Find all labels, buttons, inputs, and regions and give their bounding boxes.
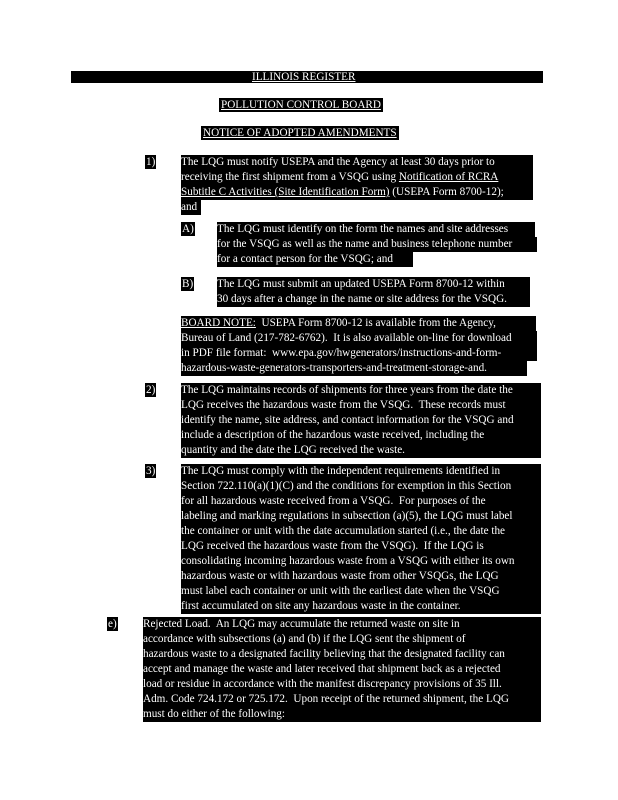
item-2-line-2: LQG receives the hazardous waste from the VSQG. These records must — [181, 398, 541, 413]
item-3-line-8: hazardous waste or with hazardous waste from other VSQGs, the LQG — [181, 569, 541, 584]
board-note-url-line-1[interactable]: in PDF file format: www.epa.gov/hwgenerators/instructions-and-form- — [181, 346, 537, 361]
item-3-line-7: consolidating incoming hazardous waste from a VSQG with either its own — [181, 554, 541, 569]
item-b-line-2: 30 days after a change in the name or site address for the VSQG. — [217, 292, 530, 307]
item-3-marker: 3) — [146, 465, 156, 477]
item-3-line-9: must label each container or unit with the earliest date when the VSQG — [181, 584, 541, 599]
item-1-marker: 1) — [146, 156, 156, 168]
item-e-marker: e) — [108, 618, 117, 630]
item-1-line-4: and — [181, 200, 201, 215]
item-2-line-4: include a description of the hazardous waste received, including the — [181, 428, 541, 443]
item-3-line-10: first accumulated on site any hazardous waste in the container. — [181, 599, 541, 614]
item-a-line-3: for a contact person for the VSQG; and — [217, 252, 413, 267]
item-3-line-1: The LQG must comply with the independent requirements identified in — [181, 464, 541, 479]
item-a-line-2: for the VSQG as well as the name and business telephone number — [217, 237, 537, 252]
item-3-line-3: for all hazardous waste received from a VSQG. For purposes of the — [181, 494, 541, 509]
item-2-line-1: The LQG maintains records of shipments for three years from the date the — [181, 383, 541, 398]
item-e-line-1: Rejected Load. An LQG may accumulate the returned waste on site in — [143, 617, 541, 632]
register-title: ILLINOIS REGISTER — [252, 71, 356, 83]
board-note-url-line-2[interactable]: hazardous-waste-generators-transporters-and-treatment-storage-and. — [181, 361, 527, 376]
item-e-line-5: load or residue in accordance with the manifest discrepancy provisions of 35 Ill. — [143, 677, 541, 692]
item-2-line-5: quantity and the date the LQG received the waste. — [181, 443, 541, 458]
board-note-line-2: Bureau of Land (217-782-6762). It is also available on-line for download — [181, 331, 537, 346]
item-a-marker: A) — [182, 223, 194, 235]
item-2-line-3: identify the name, site address, and contact information for the VSQG and — [181, 413, 541, 428]
item-a-line-1: The LQG must identify on the form the names and site addresses — [217, 222, 535, 237]
item-e-line-7: must do either of the following: — [143, 707, 541, 722]
board-note-line-1: BOARD NOTE: USEPA Form 8700-12 is available from the Agency, — [181, 316, 536, 331]
item-b-marker: B) — [182, 278, 194, 290]
item-1-line-2: receiving the first shipment from a VSQG using Notification of RCRA — [181, 170, 533, 185]
item-e-line-6: Adm. Code 724.172 or 725.172. Upon receipt of the returned shipment, the LQG — [143, 692, 541, 707]
notice-title: NOTICE OF ADOPTED AMENDMENTS — [203, 127, 397, 139]
board-note-label: BOARD NOTE: — [181, 317, 256, 329]
item-e-line-4: accept and manage the waste and later received that shipment back as a rejected — [143, 662, 541, 677]
item-3-line-4: labeling and marking regulations in subsection (a)(5), the LQG must label — [181, 509, 541, 524]
item-3-line-5: the container or unit with the date accumulation started (i.e., the date the — [181, 524, 541, 539]
item-2-marker: 2) — [146, 384, 156, 396]
item-b-line-1: The LQG must submit an updated USEPA Form 8700-12 within — [217, 277, 530, 292]
item-1-line-3: Subtitle C Activities (Site Identification Form) (USEPA Form 8700-12); — [181, 185, 533, 200]
item-e-line-2: accordance with subsections (a) and (b) if the LQG sent the shipment of — [143, 632, 541, 647]
rcra-notification-link[interactable]: Notification of RCRA — [398, 171, 499, 183]
item-3-line-2: Section 722.110(a)(1)(C) and the conditions for exemption in this Section — [181, 479, 541, 494]
item-1-line-1: The LQG must notify USEPA and the Agency at least 30 days prior to — [181, 155, 533, 170]
item-3-line-6: LQG received the hazardous waste from the VSQG). If the LQG is — [181, 539, 541, 554]
board-title: POLLUTION CONTROL BOARD — [221, 99, 381, 111]
item-e-line-3: hazardous waste to a designated facility believing that the designated facility can — [143, 647, 541, 662]
site-identification-form-link[interactable]: Subtitle C Activities (Site Identification Form) — [181, 186, 390, 198]
